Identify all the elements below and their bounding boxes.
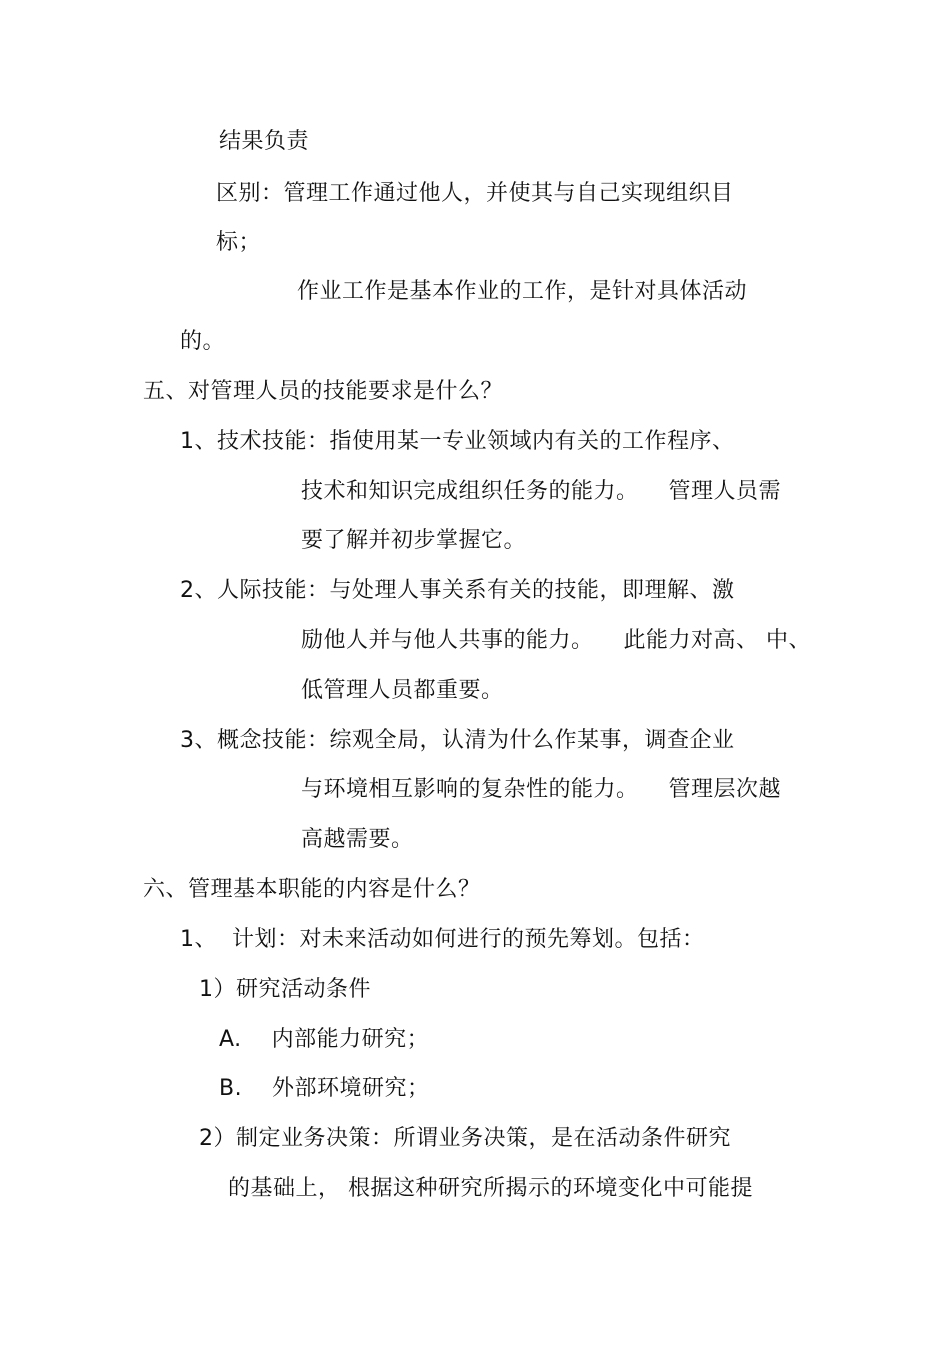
text-line-12: 低管理人员都重要。 (301, 678, 504, 703)
text-line-11: 励他人并与他人共事的能力。 此能力对高、 中、 (301, 628, 811, 653)
text-line-2: 区别：管理工作通过他人，并使其与自己实现组织目 (216, 181, 734, 206)
text-line-14: 与环境相互影响的复杂性的能力。 管理层次越 (301, 777, 781, 802)
text-line-3: 标； (216, 230, 262, 255)
text-line-9: 要了解并初步掌握它。 (301, 528, 527, 553)
text-line-22: 的基础上， 根据这种研究所揭示的环境变化中可能提 (228, 1176, 753, 1201)
section-heading-5: 五、对管理人员的技能要求是什么？ (143, 379, 504, 404)
text-line-1: 结果负责 (219, 129, 310, 154)
text-line-5: 的。 (180, 329, 226, 354)
section-heading-6: 六、管理基本职能的内容是什么？ (143, 877, 481, 902)
text-line-13: 3、概念技能：综观全局，认清为什么作某事，调查企业 (180, 728, 735, 753)
text-line-8: 技术和知识完成组织任务的能力。 管理人员需 (301, 479, 781, 504)
text-line-20: B. 外部环境研究； (219, 1076, 430, 1101)
text-line-10: 2、人际技能：与处理人事关系有关的技能，即理解、激 (180, 578, 735, 603)
text-line-7: 1、技术技能：指使用某一专业领域内有关的工作程序、 (180, 429, 735, 454)
text-line-4: 作业工作是基本作业的工作，是针对具体活动 (297, 279, 748, 304)
text-line-18: 1）研究活动条件 (199, 977, 371, 1002)
text-line-15: 高越需要。 (301, 827, 414, 852)
text-line-19: A. 内部能力研究； (219, 1027, 430, 1052)
text-line-21: 2）制定业务决策：所谓业务决策，是在活动条件研究 (199, 1126, 731, 1151)
text-line-17: 1、 计划：对未来活动如何进行的预先筹划。包括： (180, 927, 705, 952)
